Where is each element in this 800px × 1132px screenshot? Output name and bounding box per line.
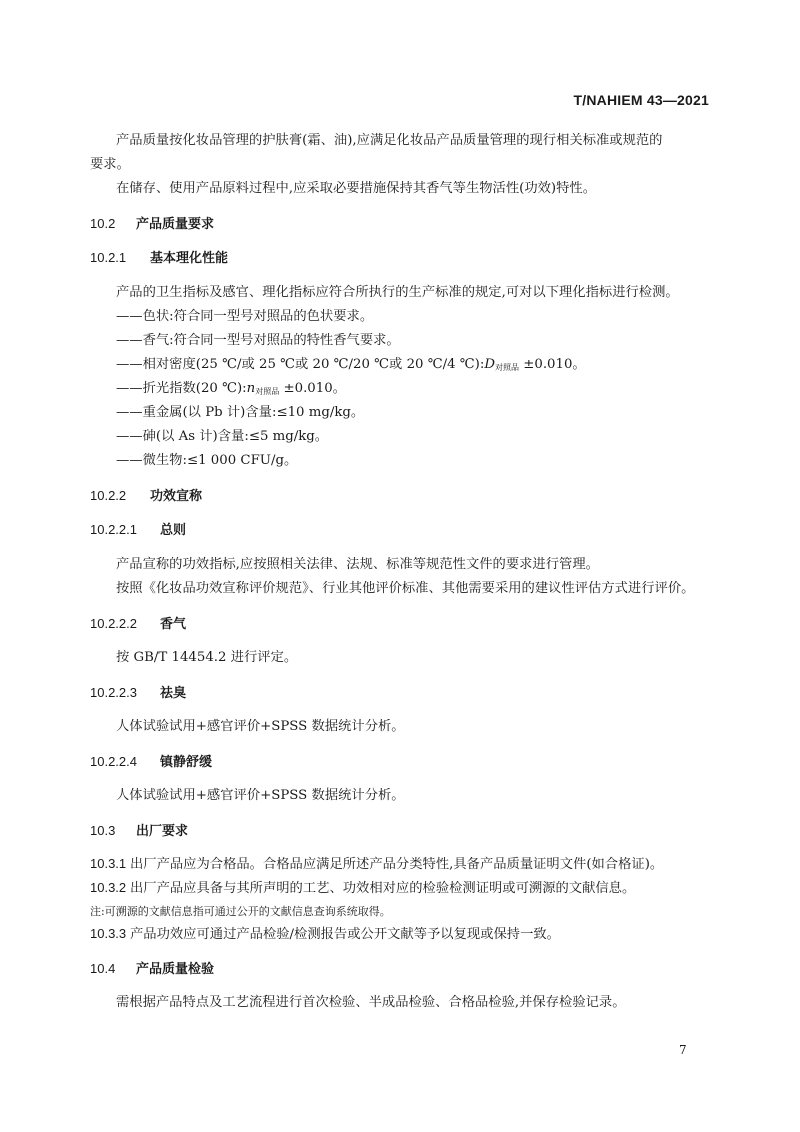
section-number: 10.2 (90, 216, 116, 231)
clause-number: 10.3.1 (90, 856, 127, 871)
section-number: 10.2.2.1 (90, 522, 137, 537)
paragraph: 按照《化妆品功效宣称评价规范》、行业其他评价标准、其他需要采用的建议性评估方式进行评价。 (116, 581, 695, 596)
section-heading-10-2-2 (90, 484, 712, 508)
density-tolerance: ±0.010。 (519, 357, 586, 372)
paragraph: 按 GB/T 14454.2 进行评定。 (116, 650, 298, 665)
section-number: 10.3 (90, 823, 116, 838)
section-title: 功效宣称 (150, 488, 203, 503)
note: 注:可溯源的文献信息指可通过公开的文献信息查询系统取得。 (90, 905, 391, 918)
refraction-text: ——折光指数(20 ℃): (116, 381, 247, 396)
clause-number: 10.3.2 (90, 880, 127, 895)
list-item-color: ——色状:符合同一型号对照品的色状要求。 (116, 309, 374, 324)
section-number: 10.2.1 (90, 250, 127, 265)
list-item-heavy-metal: ——重金属(以 Pb 计)含量:≤10 mg/kg。 (116, 405, 365, 420)
section-number: 10.2.2.3 (90, 685, 137, 700)
section-title: 总则 (160, 522, 187, 537)
section-heading-10-2-2-4 (90, 750, 712, 774)
refraction-symbol: n (246, 381, 256, 396)
section-title: 基本理化性能 (150, 250, 229, 265)
paragraph: 产品的卫生指标及感官、理化指标应符合所执行的生产标准的规定,可对以下理化指标进行检测。 (116, 285, 679, 300)
section-heading-10-2-2-1 (90, 518, 712, 542)
paragraph: 在储存、使用产品原料过程中,应采取必要措施保持其香气等生物活性(功效)特性。 (116, 181, 596, 196)
section-number: 10.4 (90, 961, 116, 976)
list-item-microbe: ——微生物:≤1 000 CFU/g。 (116, 453, 298, 468)
paragraph-line: 要求。 (90, 157, 130, 172)
density-symbol: D (484, 357, 495, 372)
density-text: ——相对密度(25 ℃/或 25 ℃或 20 ℃/20 ℃或 20 ℃/4 ℃): (116, 357, 485, 372)
section-number: 10.2.2 (90, 488, 127, 503)
list-item-refraction (116, 377, 738, 404)
density-subscript: 对照品 (495, 363, 519, 372)
section-title: 产品质量要求 (136, 216, 215, 231)
clause-10-3-1 (90, 852, 712, 877)
refraction-subscript: 对照品 (255, 387, 280, 396)
paragraph: 需根据产品特点及工艺流程进行首次检验、半成品检验、合格品检验,并保存检验记录。 (116, 995, 626, 1010)
section-title: 香气 (160, 616, 187, 631)
list-item-density (116, 353, 738, 380)
refraction-tolerance: ±0.010。 (279, 381, 346, 396)
section-heading-10-4 (90, 957, 712, 981)
section-heading-10-2-2-3 (90, 681, 712, 705)
clause-text: 出厂产品应具备与其所声明的工艺、功效相对应的检验检测证明或可溯源的文献信息。 (130, 881, 636, 896)
section-title: 镇静舒缓 (160, 754, 213, 769)
clause-10-3-3 (90, 922, 712, 947)
document-id-header: T/NAHIEM 43—2021 (573, 92, 709, 108)
section-title: 祛臭 (160, 685, 187, 700)
section-heading-10-2-1 (90, 246, 712, 270)
section-heading-10-2-2-2 (90, 612, 712, 636)
page-number: 7 (679, 1043, 687, 1057)
section-title: 产品质量检验 (136, 961, 215, 976)
paragraph: 产品宣称的功效指标,应按照相关法律、法规、标准等规范性文件的要求进行管理。 (116, 557, 599, 572)
clause-text: 产品功效应可通过产品检验/检测报告或公开文献等予以复现或保持一致。 (130, 927, 560, 942)
list-item-aroma: ——香气:符合同一型号对照品的特性香气要求。 (116, 333, 400, 348)
section-number: 10.2.2.4 (90, 754, 137, 769)
section-title: 出厂要求 (136, 823, 189, 838)
clause-number: 10.3.3 (90, 926, 127, 941)
clause-text: 出厂产品应为合格品。合格品应满足所述产品分类特性,具备产品质量证明文件(如合格证)。 (130, 857, 664, 872)
section-number: 10.2.2.2 (90, 616, 137, 631)
section-heading-10-2 (90, 212, 712, 236)
paragraph: 人体试验试用+感官评价+SPSS 数据统计分析。 (116, 719, 405, 734)
clause-10-3-2 (90, 876, 712, 901)
paragraph: 人体试验试用+感官评价+SPSS 数据统计分析。 (116, 788, 405, 803)
section-heading-10-3 (90, 819, 712, 843)
list-item-arsenic: ——砷(以 As 计)含量:≤5 mg/kg。 (116, 429, 329, 444)
paragraph-line: 产品质量按化妆品管理的护肤膏(霜、油),应满足化妆品产品质量管理的现行相关标准或规范的 (116, 133, 663, 148)
